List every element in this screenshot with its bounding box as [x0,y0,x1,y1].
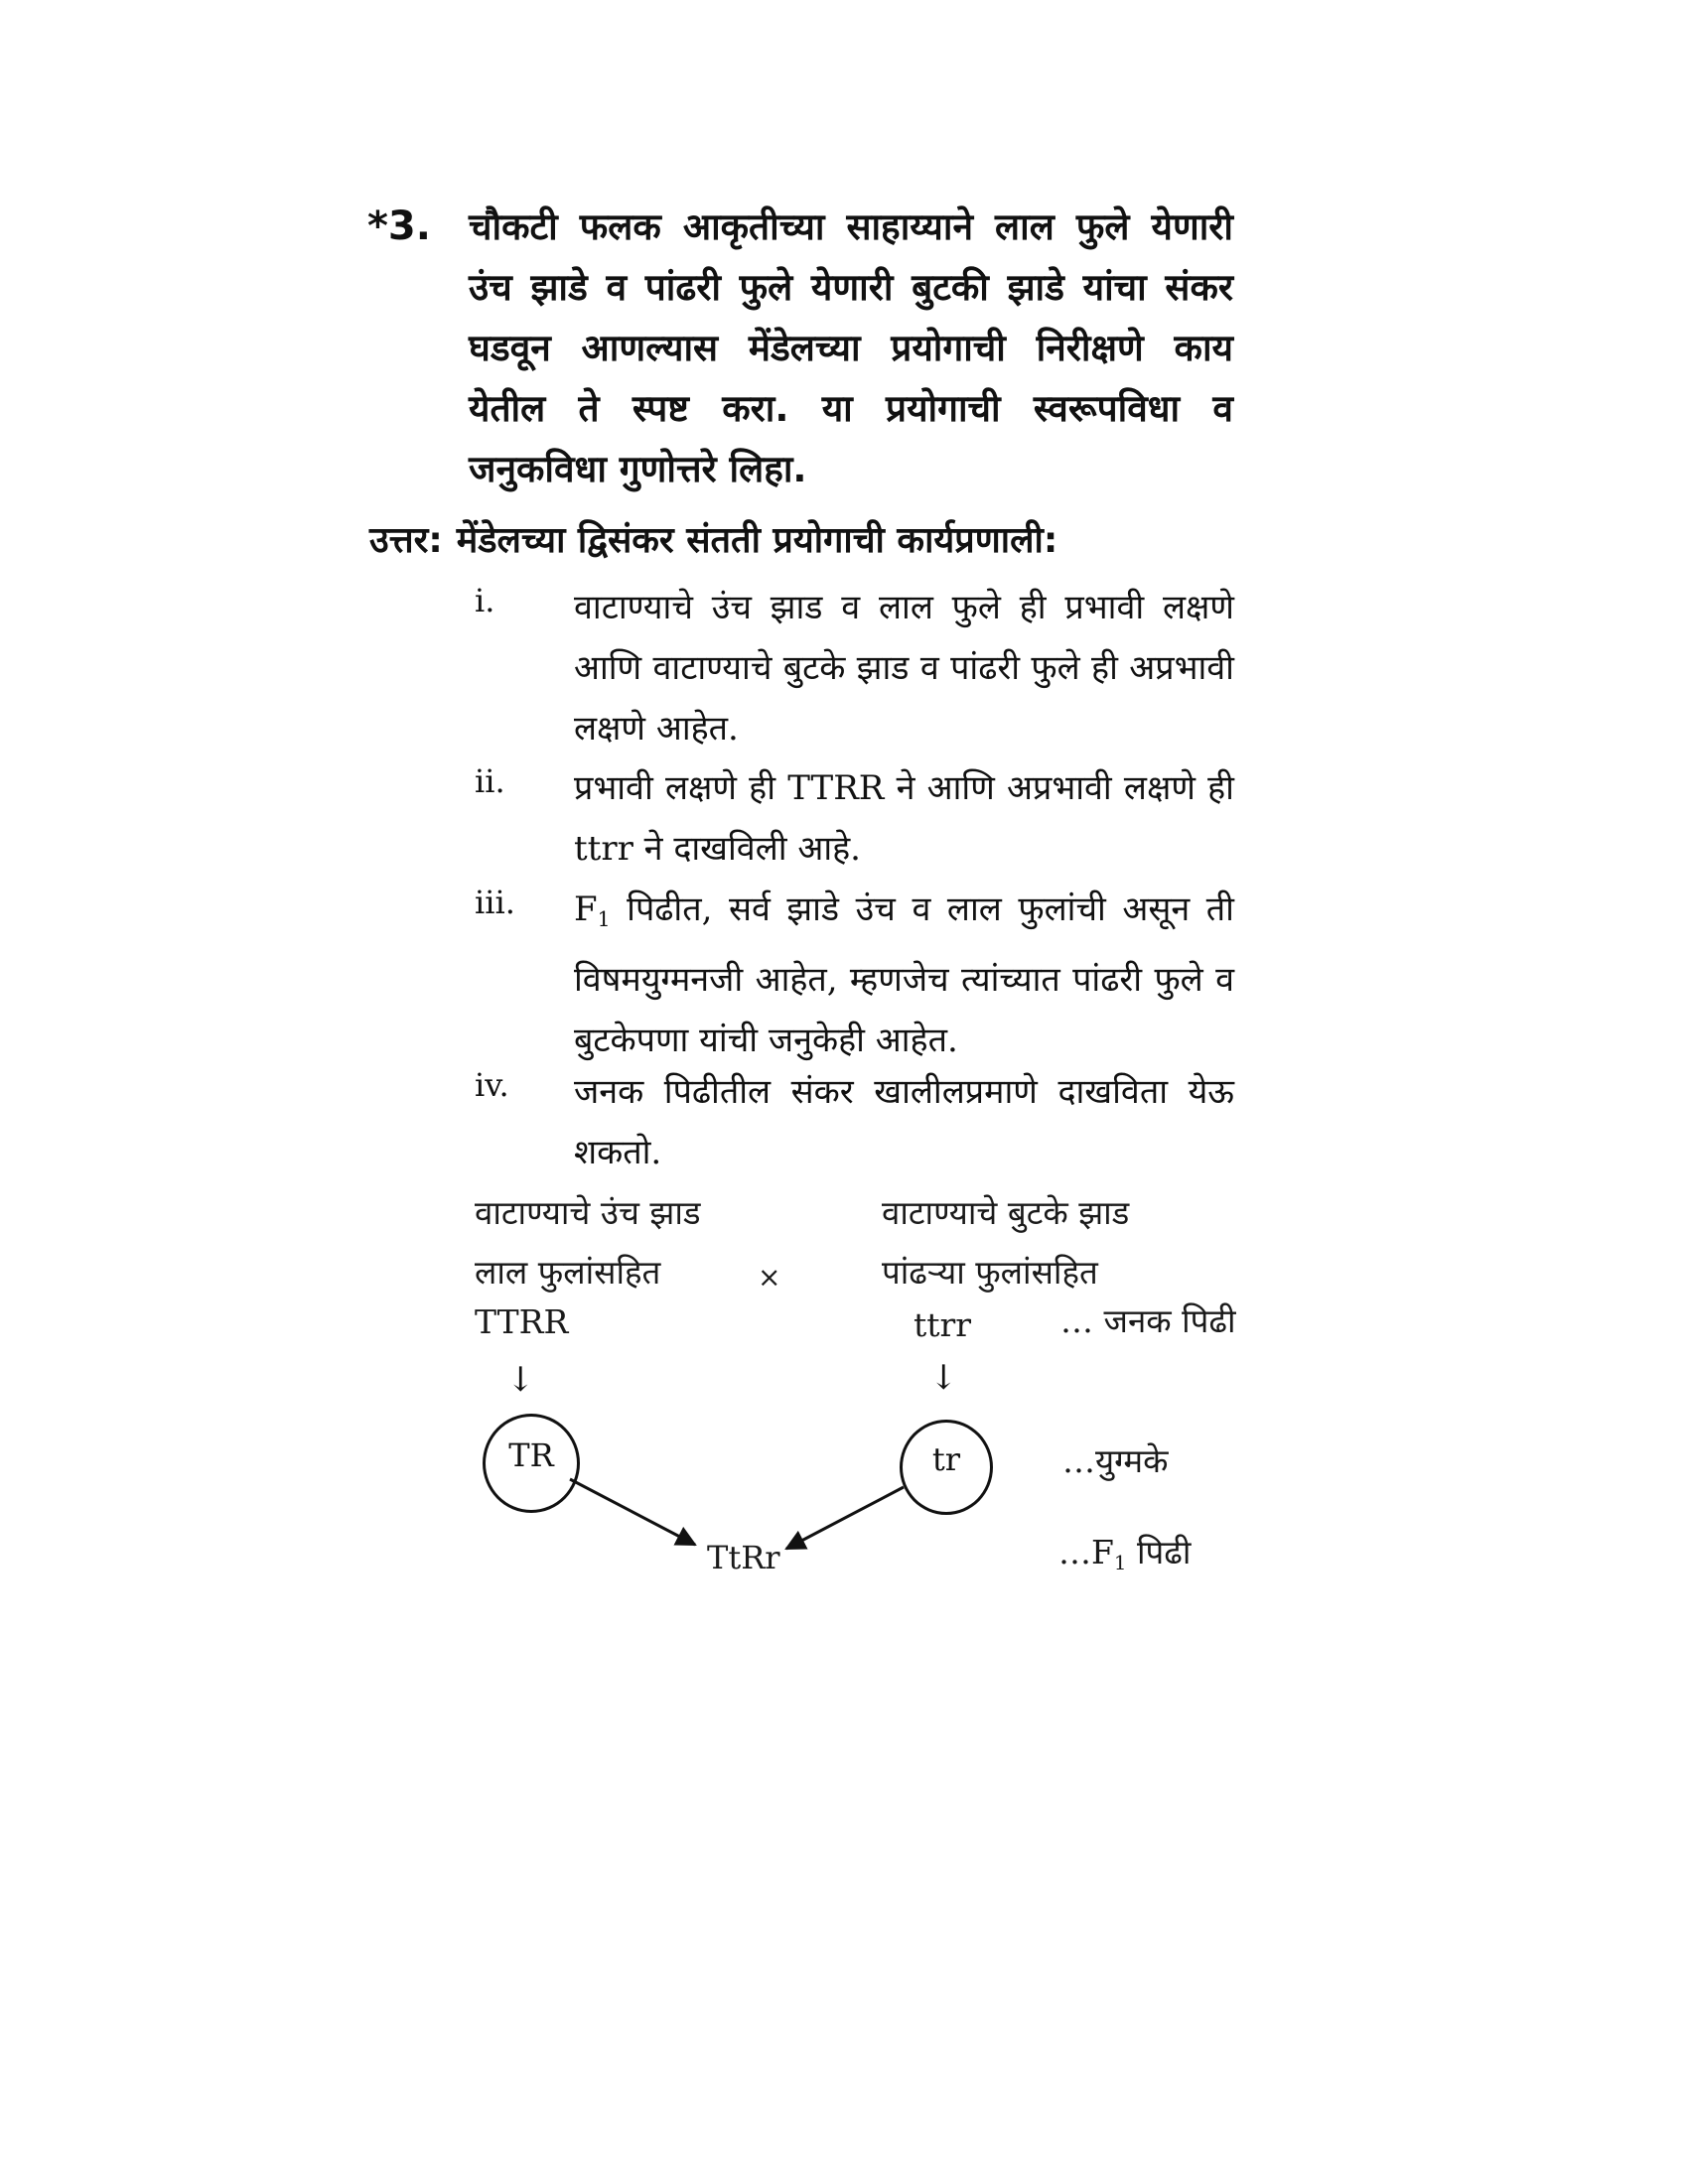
point-text: जनक पिढीतील संकर खालीलप्रमाणे दाखविता येऊ शकतो. [574,1072,1234,1172]
point-text: प्रभावी लक्षणे ही TTRR ने आणि अप्रभावी लक्षणे ही ttrr ने दाखविली आहे. [574,768,1234,869]
cross-symbol: × [758,1261,781,1294]
answer-label: उत्तर: [369,520,443,561]
point-number: ii. [475,762,505,800]
parent1-line1: वाटाण्याचे उंच झाड [475,1193,701,1232]
point-number: iv. [475,1066,509,1104]
down-arrow-icon: ↓ [506,1360,535,1400]
point-text-body: पिढीत, सर्व झाडे उंच व लाल फुलांची असून ती विषमयुग्मनजी आहेत, म्हणजेच त्यांच्यात पांढरी फुले व बुटकेपणा यांची जनुकेही आहेत. [574,889,1234,1061]
question-number: *3. [367,204,431,249]
point-number: i. [475,582,495,619]
question-text: चौकटी फलक आकृतीच्या साहाय्याने लाल फुले येणारी उंच झाडे व पांढरी फुले येणारी बुटकी झाडे यांचा संकर घडवून आणल्यास मेंडेलच्या प्रयोगाची निरीक्षणे काय येतील ते स्पष्ट करा. या प्रयोगाची स्वरूपविधा व जनुकविधा गुणोत्तरे लिहा. [469,205,1233,490]
f1-subscript: 1 [597,907,611,932]
f1-label-prefix: …F [1058,1533,1114,1571]
point-number: iii. [475,884,515,921]
answer-heading-text: मेंडेलच्या द्विसंकर संतती प्रयोगाची कार्यप्रणाली: [456,520,1058,561]
f1-generation-label [1058,1529,1191,1574]
arrow-parent1-to-f1 [570,1479,695,1545]
point-text: वाटाण्याचे उंच झाड व लाल फुले ही प्रभावी लक्षणे आणि वाटाण्याचे बुटके झाड व पांढरी फुले ही अप्रभावी लक्षणे आहेत. [574,588,1234,749]
parent-generation-label: … जनक पिढी [1060,1301,1236,1340]
f1-symbol: F [574,889,598,929]
parent2-line2: पांढऱ्या फुलांसहित [882,1253,1098,1292]
gamete-label: tr [931,1440,961,1478]
f1-label-subscript: 1 [1113,1551,1127,1574]
parent1-line2: लाल फुलांसहित [475,1253,661,1292]
parent2-genotype: ttrr [914,1305,972,1344]
arrow-parent2-to-f1 [786,1487,904,1549]
f1-offspring-genotype: TtRr [707,1539,780,1576]
gametes-label: …युग्मके [1062,1441,1169,1480]
parent2-line1: वाटाण्याचे बुटके झाड [882,1193,1130,1232]
gamete-label: TR [508,1436,554,1474]
down-arrow-icon: ↓ [929,1358,958,1398]
f1-label-suffix: पिढी [1126,1533,1192,1571]
parent1-genotype: TTRR [475,1302,569,1341]
